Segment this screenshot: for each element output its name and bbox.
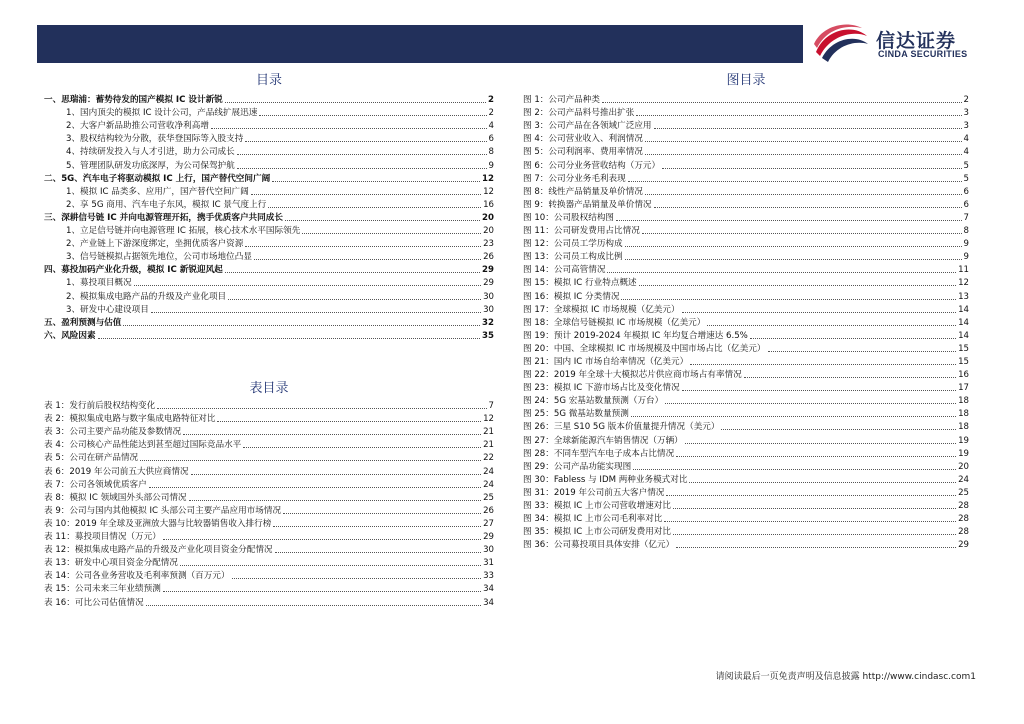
figure-index-entry[interactable]: [523, 460, 969, 473]
figure-index-entry-label: 图 18：全球信号链模拟 IC 市场规模（亿美元）: [523, 317, 706, 328]
figure-index-entry-label: 图 28：不同车型汽车电子成本占比情况: [523, 448, 675, 459]
dot-leader: [744, 377, 956, 378]
dot-leader: [123, 325, 480, 326]
table-index-entry[interactable]: [44, 569, 494, 582]
table-index-entry[interactable]: [44, 478, 494, 491]
figure-index-entry-page: 18: [958, 422, 969, 433]
figure-index-entry[interactable]: [523, 316, 969, 329]
toc-entry-label: 5、管理团队研发功底深厚，为公司保驾护航: [66, 160, 235, 171]
figure-index-entry-page: 14: [958, 317, 969, 328]
figure-index-entry-label: 图 20：中国、全球模拟 IC 市场规模及中国市场占比（亿美元）: [523, 343, 766, 354]
dot-leader: [245, 246, 481, 247]
dot-leader: [636, 115, 961, 116]
dot-leader: [645, 194, 962, 195]
table-index-entry-page: 21: [483, 427, 494, 438]
figure-index-entry-label: 图 6：公司分业务营收结构（万元）: [523, 160, 661, 171]
figure-index-entry[interactable]: [523, 263, 969, 276]
header-banner: [37, 25, 803, 63]
toc-entry[interactable]: [44, 185, 494, 198]
toc-entry-page: 30: [483, 291, 494, 302]
table-index-entry-label: 表 9：公司与国内其他模拟 IC 头部公司主要产品应用市场情况: [44, 505, 282, 516]
dot-leader: [285, 220, 480, 221]
figure-index-entry-label: 图 16：模拟 IC 分类情况: [523, 291, 620, 302]
figure-index-entry-page: 7: [963, 212, 969, 223]
figure-index-entry-page: 28: [958, 514, 969, 525]
table-index-entry-page: 12: [483, 414, 494, 425]
dot-leader: [707, 325, 956, 326]
table-index-entry-page: 27: [483, 518, 494, 529]
dot-leader: [621, 299, 956, 300]
toc-entry[interactable]: [44, 224, 494, 237]
figure-index-entry-label: 图 12：公司员工学历构成: [523, 239, 623, 250]
toc-entry-label: 1、国内顶尖的模拟 IC 设计公司，产品线扩展迅速: [66, 108, 258, 119]
table-index-entry[interactable]: [44, 425, 494, 438]
table-index-entry-label: 表 10：2019 年全球及亚洲放大器与比较器销售收入排行榜: [44, 518, 272, 529]
figure-index-entry-label: 图 36：公司募投项目具体安排（亿元）: [523, 540, 675, 551]
figure-index-entry-page: 8: [963, 226, 969, 237]
table-index-entry-label: 表 4：公司核心产品性能达到甚至超过国际竞品水平: [44, 440, 242, 451]
table-index-entry-label: 表 16：可比公司估值情况: [44, 597, 144, 608]
table-index-section: [44, 380, 494, 609]
table-index-entry-page: 25: [483, 492, 494, 503]
toc-heading: 目录: [255, 73, 282, 88]
table-index-entry[interactable]: [44, 438, 494, 451]
figure-index-entry[interactable]: [523, 342, 969, 355]
toc-entry[interactable]: [44, 276, 494, 289]
figure-index-entry[interactable]: [523, 198, 969, 211]
dot-leader: [690, 364, 956, 365]
dot-leader: [664, 521, 956, 522]
figure-index-entry[interactable]: [523, 303, 969, 316]
dot-leader: [302, 233, 481, 234]
toc-entry[interactable]: [44, 172, 494, 185]
toc-entry-page: 32: [482, 317, 494, 328]
toc-entry-page: 9: [488, 160, 494, 171]
dot-leader: [645, 141, 962, 142]
dot-leader: [283, 513, 481, 514]
figure-index-entry[interactable]: [523, 185, 969, 198]
figure-index-entry[interactable]: [523, 329, 969, 342]
toc-entry-label: 3、信号链模拟占据领先地位，公司市场地位凸显: [66, 252, 252, 263]
dot-leader: [642, 233, 962, 234]
figure-index-entry-label: 图 7：公司分业务毛利表现: [523, 173, 626, 184]
toc-entry[interactable]: [44, 119, 494, 132]
figure-index-entry-page: 15: [958, 343, 969, 354]
toc-entry-label: 一、思瑞浦：蓄势待发的国产模拟 IC 设计新锐: [44, 95, 223, 106]
table-index-entry-label: 表 11：募投项目情况（万元）: [44, 532, 161, 543]
toc-entry[interactable]: [44, 198, 494, 211]
dot-leader: [191, 474, 482, 475]
figure-index-entry[interactable]: [523, 538, 969, 551]
figure-index-entry[interactable]: [523, 447, 969, 460]
table-index-entry-page: 22: [483, 453, 494, 464]
figure-index-entry-page: 29: [958, 540, 969, 551]
figure-index-entry[interactable]: [523, 407, 969, 420]
figure-index-entry-page: 5: [963, 173, 969, 184]
table-index-entry[interactable]: [44, 412, 494, 425]
figure-index-entry-page: 28: [958, 501, 969, 511]
dot-leader: [676, 547, 956, 548]
table-index-entry-label: 表 6：2019 年公司前五大供应商情况: [44, 466, 189, 477]
table-index-list: [44, 399, 494, 609]
figure-index-entry-page: 6: [963, 186, 969, 197]
figure-index-entry-page: 11: [958, 265, 969, 276]
figure-index-entry[interactable]: [523, 355, 969, 368]
toc-entry-page: 29: [483, 278, 494, 289]
table-index-entry-label: 表 12：模拟集成电路产品的升级及产业化项目资金分配情况: [44, 545, 273, 556]
figure-index-entry-page: 19: [958, 448, 969, 459]
dot-leader: [245, 141, 486, 142]
dot-leader: [228, 299, 481, 300]
figure-index-entry-label: 图 1：公司产品种类: [523, 95, 600, 106]
toc-section: [44, 72, 494, 342]
dot-leader: [180, 565, 481, 566]
figure-index-entry[interactable]: [523, 394, 969, 407]
figure-index-entry-label: 图 33：模拟 IC 上市公司营收增速对比: [523, 501, 671, 511]
toc-entry-page: 35: [482, 330, 494, 341]
figure-index-entry[interactable]: [523, 473, 969, 486]
figure-index-entry[interactable]: [523, 368, 969, 381]
toc-entry-label: 2、产业链上下游深度绑定，坐拥优质客户资源: [66, 239, 244, 250]
table-index-entry[interactable]: [44, 543, 494, 556]
toc-entry-label: 4、持续研发投入与人才引进，助力公司成长: [66, 147, 235, 158]
figure-index-entry-page: 4: [963, 147, 969, 158]
toc-entry-page: 20: [482, 212, 494, 223]
figure-index-entry-label: 图 26：三星 S10 5G 版本价值量提升情况（美元）: [523, 422, 720, 433]
dot-leader: [254, 259, 481, 260]
figure-index-entry[interactable]: [523, 420, 969, 433]
table-index-entry-label: 表 8：模拟 IC 领域国外头部公司情况: [44, 492, 187, 503]
figure-index-entry[interactable]: [523, 211, 969, 224]
toc-entry-label: 2、大客户新品助推公司营收净利高增: [66, 121, 209, 132]
toc-entry-label: 2、享 5G 商用、汽车电子东风，模拟 IC 景气度上行: [66, 199, 267, 210]
dot-leader: [251, 194, 481, 195]
figure-index-entry-label: 图 10：公司股权结构图: [523, 212, 615, 223]
figure-index-entry-label: 图 13：公司员工构成比例: [523, 252, 623, 263]
figure-index-entry-label: 图 3：公司产品在各领域广泛应用: [523, 121, 652, 132]
figure-index-entry[interactable]: [523, 276, 969, 289]
dot-leader: [602, 102, 962, 103]
table-index-entry-page: 24: [483, 466, 494, 477]
toc-entry[interactable]: [44, 211, 494, 224]
table-index-entry[interactable]: [44, 491, 494, 504]
toc-entry[interactable]: [44, 132, 494, 145]
table-index-entry-label: 表 2：模拟集成电路与数字集成电路特征对比: [44, 414, 216, 425]
figure-index-entry[interactable]: [523, 525, 969, 538]
table-index-entry-label: 表 15：公司未来三年业绩预测: [44, 584, 161, 595]
figure-index-entry[interactable]: [523, 119, 969, 132]
toc-entry[interactable]: [44, 316, 494, 329]
figure-index-entry-page: 15: [958, 356, 969, 367]
figure-index-entry-page: 18: [958, 409, 969, 420]
toc-entry-label: 1、立足信号链并向电源管理 IC 拓展，核心技术水平国际领先: [66, 226, 301, 237]
toc-entry-label: 3、研发中心建设项目: [66, 304, 149, 315]
dot-leader: [163, 539, 481, 540]
table-index-entry[interactable]: [44, 530, 494, 543]
figure-index-entry-page: 25: [958, 487, 969, 498]
toc-entry[interactable]: [44, 158, 494, 171]
figure-index-entry-page: 19: [958, 435, 969, 446]
footer-page-number: 1: [970, 672, 976, 682]
dot-leader: [149, 487, 481, 488]
figure-index-entry-page: 24: [958, 474, 969, 485]
toc-entry-page: 6: [488, 134, 494, 145]
figure-index-entry-label: 图 21：国内 IC 市场自给率情况（亿美元）: [523, 356, 689, 367]
dot-leader: [237, 154, 487, 155]
figure-index-entry-label: 图 31：2019 年公司前五大客户情况: [523, 487, 665, 498]
toc-entry-page: 29: [482, 265, 494, 276]
figure-index-entry[interactable]: [523, 158, 969, 171]
table-index-entry-page: 31: [483, 558, 494, 569]
toc-entry-page: 2: [488, 95, 494, 106]
figure-index-entry-page: 4: [963, 134, 969, 145]
figure-index-entry[interactable]: [523, 237, 969, 250]
toc-entry[interactable]: [44, 263, 494, 276]
dot-leader: [163, 591, 481, 592]
toc-entry[interactable]: [44, 250, 494, 263]
toc-entry-page: 2: [488, 108, 494, 119]
table-index-entry-label: 表 1：发行前后股权结构变化: [44, 401, 156, 412]
figure-index-entry-label: 图 11：公司研发费用占比情况: [523, 226, 640, 237]
dot-leader: [662, 168, 961, 169]
toc-entry[interactable]: [44, 303, 494, 316]
table-index-entry-page: 30: [483, 545, 494, 556]
toc-entry[interactable]: [44, 145, 494, 158]
table-index-entry-label: 表 13：研发中心项目资金分配情况: [44, 558, 178, 569]
figure-index-entry-page: 2: [963, 95, 969, 106]
table-index-entry-label: 表 14：公司各业务营收及毛利率预测（百万元）: [44, 571, 230, 582]
toc-entry-page: 12: [482, 173, 494, 184]
figure-index-entry-label: 图 4：公司营业收入、利润情况: [523, 134, 643, 145]
figure-index-entry-page: 18: [958, 396, 969, 407]
table-index-entry[interactable]: [44, 504, 494, 517]
brand-logo: [812, 22, 992, 64]
figure-index-entry-page: 13: [958, 291, 969, 302]
toc-entry-page: 20: [483, 226, 494, 237]
toc-entry-label: 3、股权结构较为分散，获华登国际等入股支持: [66, 134, 244, 145]
table-index-heading: 表目录: [249, 381, 289, 396]
figure-index-heading: 图目录: [726, 73, 766, 88]
dot-leader: [146, 605, 481, 606]
dot-leader: [140, 460, 481, 461]
dot-leader: [654, 128, 962, 129]
toc-entry-page: 30: [483, 304, 494, 315]
dot-leader: [666, 495, 956, 496]
dot-leader: [682, 312, 956, 313]
table-index-entry-page: 34: [483, 597, 494, 608]
figure-index-entry[interactable]: [523, 381, 969, 394]
dot-leader: [768, 351, 957, 352]
table-index-entry[interactable]: [44, 464, 494, 477]
table-index-entry-page: 26: [483, 505, 494, 516]
dot-leader: [259, 115, 486, 116]
dot-leader: [682, 390, 956, 391]
figure-index-section: [523, 72, 969, 551]
table-index-entry-page: 21: [483, 440, 494, 451]
toc-entry-label: 二、5G、汽车电子将驱动模拟 IC 上行，国产替代空间广阔: [44, 173, 271, 184]
toc-entry-label: 五、盈利预测与估值: [44, 317, 122, 328]
toc-entry-label: 四、募投加码产业化升级，模拟 IC 新锐迎风起: [44, 265, 223, 276]
dot-leader: [134, 285, 481, 286]
figure-index-entry-label: 图 30：Fabless 与 IDM 两种业务模式对比: [523, 474, 688, 485]
dot-leader: [189, 500, 482, 501]
toc-entry[interactable]: [44, 93, 494, 106]
table-index-entry[interactable]: [44, 582, 494, 595]
figure-index-entry-label: 图 24：5G 宏基站数量预测（万台）: [523, 396, 664, 407]
table-index-entry-page: 24: [483, 479, 494, 490]
dot-leader: [689, 482, 956, 483]
figure-index-entry[interactable]: [523, 93, 969, 106]
dot-leader: [211, 128, 487, 129]
figure-index-entry[interactable]: [523, 486, 969, 499]
table-index-entry-label: 表 7：公司各领域优质客户: [44, 479, 147, 490]
cinda-swoosh-icon: [812, 22, 870, 64]
dot-leader: [673, 534, 956, 535]
dot-leader: [151, 312, 481, 313]
figure-index-entry-label: 图 34：模拟 IC 上市公司毛利率对比: [523, 514, 663, 525]
figure-index-list: [523, 93, 969, 551]
dot-leader: [183, 434, 481, 435]
brand-name-cn: 信达证券: [876, 30, 957, 52]
figure-index-entry-page: 17: [958, 383, 969, 394]
dot-leader: [625, 246, 962, 247]
figure-index-entry[interactable]: [523, 224, 969, 237]
dot-leader: [639, 285, 956, 286]
figure-index-entry-page: 3: [963, 108, 969, 119]
dot-leader: [625, 259, 962, 260]
table-index-entry-page: 34: [483, 584, 494, 595]
dot-leader: [268, 207, 481, 208]
dot-leader: [243, 447, 481, 448]
figure-index-entry-page: 16: [958, 370, 969, 381]
figure-index-entry-page: 28: [958, 527, 969, 538]
dot-leader: [616, 220, 962, 221]
figure-index-entry-page: 9: [963, 252, 969, 263]
table-index-entry[interactable]: [44, 399, 494, 412]
dot-leader: [232, 578, 482, 579]
dot-leader: [98, 338, 480, 339]
dot-leader: [237, 168, 487, 169]
figure-index-entry-page: 3: [963, 121, 969, 132]
toc-entry-page: 12: [483, 186, 494, 197]
dot-leader: [685, 443, 956, 444]
dot-leader: [225, 272, 480, 273]
figure-index-entry-page: 5: [963, 160, 969, 171]
dot-leader: [225, 102, 486, 103]
dot-leader: [721, 429, 956, 430]
toc-entry-page: 16: [483, 199, 494, 210]
figure-index-entry-page: 9: [963, 239, 969, 250]
figure-index-entry-label: 图 9：转换器产品销量及单价情况: [523, 199, 652, 210]
figure-index-entry-label: 图 22：2019 年全球十大模拟芯片供应商市场占有率情况: [523, 370, 742, 381]
figure-index-entry-label: 图 29：公司产品功能实现图: [523, 461, 632, 472]
toc-entry-label: 1、募投项目概况: [66, 278, 132, 289]
footer-disclaimer[interactable]: 请阅读最后一页免责声明及信息披露 http://www.cindasc.com: [715, 672, 971, 682]
table-index-entry-label: 表 5：公司在研产品情况: [44, 453, 139, 464]
dot-leader: [272, 181, 480, 182]
dot-leader: [607, 272, 956, 273]
figure-index-entry[interactable]: [523, 132, 969, 145]
dot-leader: [631, 416, 956, 417]
figure-index-entry[interactable]: [523, 433, 969, 446]
toc-entry-label: 2、模拟集成电路产品的升级及产业化项目: [66, 291, 227, 302]
table-index-entry[interactable]: [44, 451, 494, 464]
table-index-entry-page: 33: [483, 571, 494, 582]
dot-leader: [633, 469, 956, 470]
figure-index-entry[interactable]: [523, 250, 969, 263]
toc-entry-page: 4: [488, 121, 494, 132]
figure-index-entry-label: 图 8：线性产品销量及单价情况: [523, 186, 643, 197]
dot-leader: [665, 403, 956, 404]
table-index-entry-label: 表 3：公司主要产品功能及参数情况: [44, 427, 182, 438]
figure-index-entry-label: 图 5：公司利润率、费用率情况: [523, 147, 643, 158]
figure-index-entry-label: 图 25：5G 微基站数量预测: [523, 409, 629, 420]
toc-entry-page: 26: [483, 252, 494, 263]
table-index-entry-page: 29: [483, 532, 494, 543]
figure-index-entry[interactable]: [523, 145, 969, 158]
dot-leader: [654, 207, 962, 208]
toc-list: [44, 93, 494, 342]
figure-index-entry[interactable]: [523, 512, 969, 525]
figure-index-entry-label: 图 23：模拟 IC 下游市场占比及变化情况: [523, 383, 680, 394]
figure-index-entry-label: 图 35：模拟 IC 上市公司研发费用对比: [523, 527, 671, 538]
toc-entry[interactable]: [44, 106, 494, 119]
toc-entry-label: 1、模拟 IC 品类多、应用广，国产替代空间广阔: [66, 186, 249, 197]
toc-entry[interactable]: [44, 289, 494, 302]
figure-index-entry-page: 6: [963, 199, 969, 210]
figure-index-entry[interactable]: [523, 499, 969, 512]
dot-leader: [750, 338, 956, 339]
figure-index-entry-page: 14: [958, 304, 969, 315]
toc-entry[interactable]: [44, 237, 494, 250]
figure-index-entry[interactable]: [523, 106, 969, 119]
toc-entry-label: 六、风险因素: [44, 330, 96, 341]
toc-entry-page: 23: [483, 239, 494, 250]
table-index-entry[interactable]: [44, 517, 494, 530]
dot-leader: [273, 526, 481, 527]
table-index-entry[interactable]: [44, 556, 494, 569]
figure-index-entry-label: 图 14：公司高管情况: [523, 265, 606, 276]
brand-name-en: CINDA SECURITIES: [878, 49, 968, 59]
figure-index-entry[interactable]: [523, 289, 969, 302]
figure-index-entry-label: 图 17：全球模拟 IC 市场规模（亿美元）: [523, 304, 680, 315]
dot-leader: [275, 552, 482, 553]
figure-index-entry-page: 14: [958, 330, 969, 341]
dot-leader: [645, 154, 962, 155]
dot-leader: [676, 456, 956, 457]
figure-index-entry-label: 图 15：模拟 IC 行业特点概述: [523, 278, 637, 289]
figure-index-entry-label: 图 2：公司产品料号推出扩张: [523, 108, 635, 119]
toc-entry-page: 8: [488, 147, 494, 158]
dot-leader: [628, 181, 962, 182]
figure-index-entry-page: 12: [958, 278, 969, 289]
dot-leader: [157, 408, 486, 409]
figure-index-entry-label: 图 27：全球新能源汽车销售情况（万辆）: [523, 435, 683, 446]
figure-index-entry[interactable]: [523, 172, 969, 185]
page-footer: [716, 669, 976, 682]
dot-leader: [673, 508, 956, 509]
figure-index-entry-page: 20: [958, 461, 969, 472]
table-index-entry[interactable]: [44, 595, 494, 608]
dot-leader: [217, 421, 481, 422]
toc-entry-label: 三、深耕信号链 IC 并向电源管理开拓，携手优质客户共同成长: [44, 212, 283, 223]
table-index-entry-page: 7: [488, 401, 494, 412]
figure-index-entry-label: 图 19：预计 2019-2024 年模拟 IC 年均复合增速达 6.5%: [523, 330, 748, 341]
toc-entry[interactable]: [44, 329, 494, 342]
